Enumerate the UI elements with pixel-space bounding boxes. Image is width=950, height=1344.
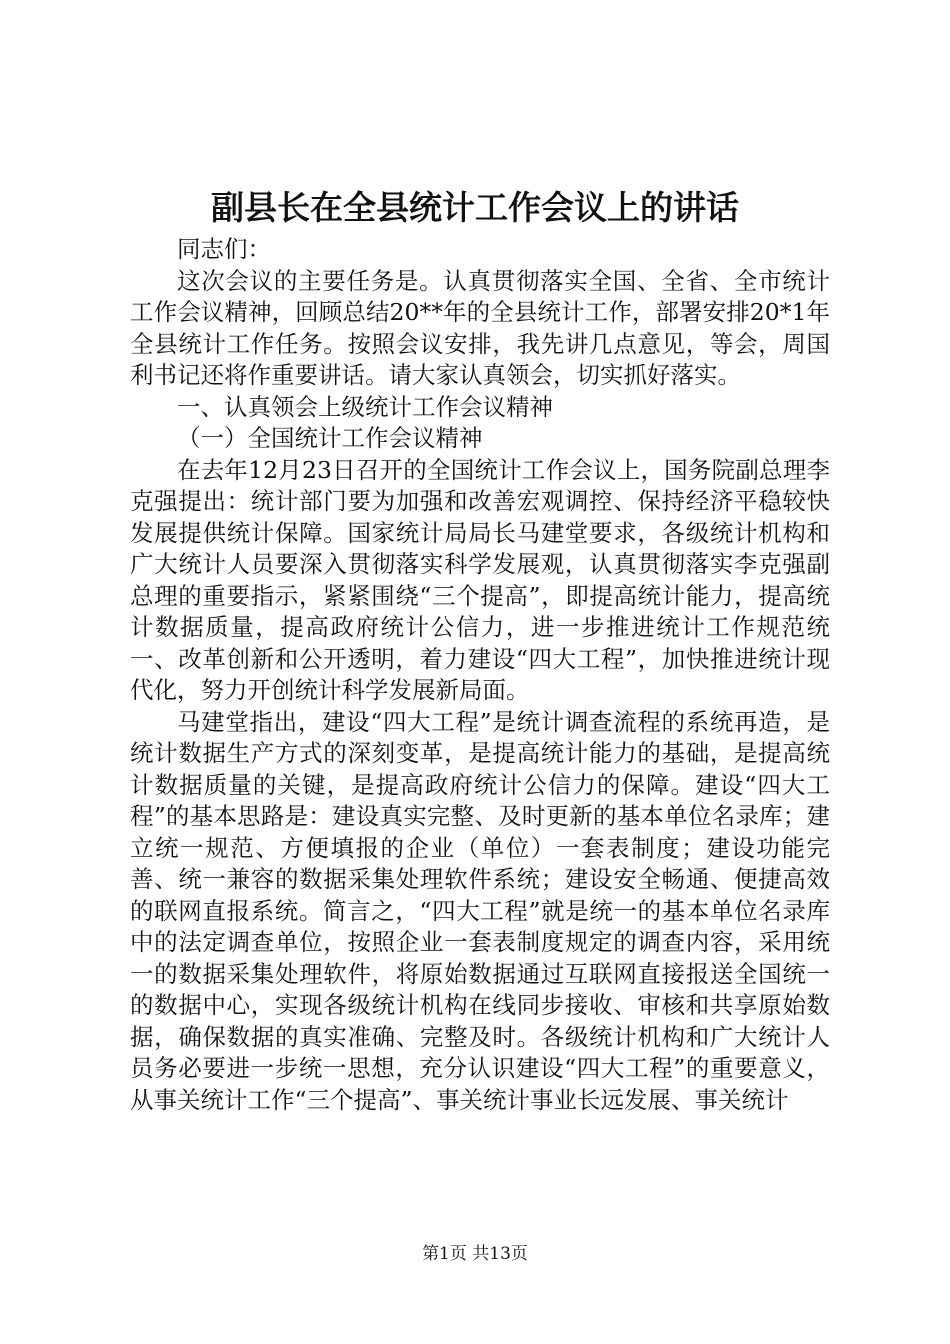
salutation-paragraph: 同志们：: [177, 235, 271, 263]
body-paragraph: 马建堂指出，建设“四大工程”是统计调查流程的系统再造，是统计数据生产方式的深刻变革，是提高统计能力的基础，是提高统计数据质量的关键，是提高政府统计公信力的保障。建设“四大工程”的基本思路是：建设真实完整、及时更新的基本单位名录库；建立统一规范、方便填报的企业（单位）一套表制度；建设功能完善、统一兼容的数据采集处理软件系统；建设安全畅通、便捷高效的联网直报系统。简言之，“四大工程”就是统一的基本单位名录库中的法定调查单位，按照企业一套表制度规定的调查内容，采用统一的数据采集处理软件，将原始数据通过互联网直接报送全国统一的数据中心，实现各级统计机构在线同步接收、审核和共享原始数据，确保数据的真实准确、完整及时。各级统计机构和广大统计人员务必要进一步统一思想，充分认识建设“四大工程”的重要意义，从事关统计工作“三个提高”、事关统计事业长远发展、事关统计: [130, 707, 830, 1114]
intro-paragraph: 这次会议的主要任务是。认真贯彻落实全国、全省、全市统计工作会议精神，回顾总结20**年的全县统计工作，部署安排20*1年全县统计工作任务。按照会议安排，我先讲几点意见，等会，周国利书记还将作重要讲话。请大家认真领会，切实抓好落实。: [130, 266, 830, 389]
document-title: 副县长在全县统计工作会议上的讲话: [211, 188, 739, 227]
subsection-heading-1: （一）全国统计工作会议精神: [177, 424, 483, 452]
page-number-footer: 第1页 共13页: [422, 1244, 528, 1264]
section-heading-1: 一、认真领会上级统计工作会议精神: [177, 392, 553, 421]
body-paragraph: 在去年12月23日召开的全国统计工作会议上，国务院副总理李克强提出：统计部门要为加强和改善宏观调控、保持经济平稳较快发展提供统计保障。国家统计局局长马建堂要求，各级统计机构和广大统计人员要深入贯彻落实科学发展观，认真贯彻落实李克强副总理的重要指示，紧紧围绕“三个提高”，即提高统计能力，提高统计数据质量，提高政府统计公信力，进一步推进统计工作规范统一、改革创新和公开透明，着力建设“四大工程”，加快推进统计现代化，努力开创统计科学发展新局面。: [130, 455, 830, 704]
document-body: [130, 234, 830, 1116]
